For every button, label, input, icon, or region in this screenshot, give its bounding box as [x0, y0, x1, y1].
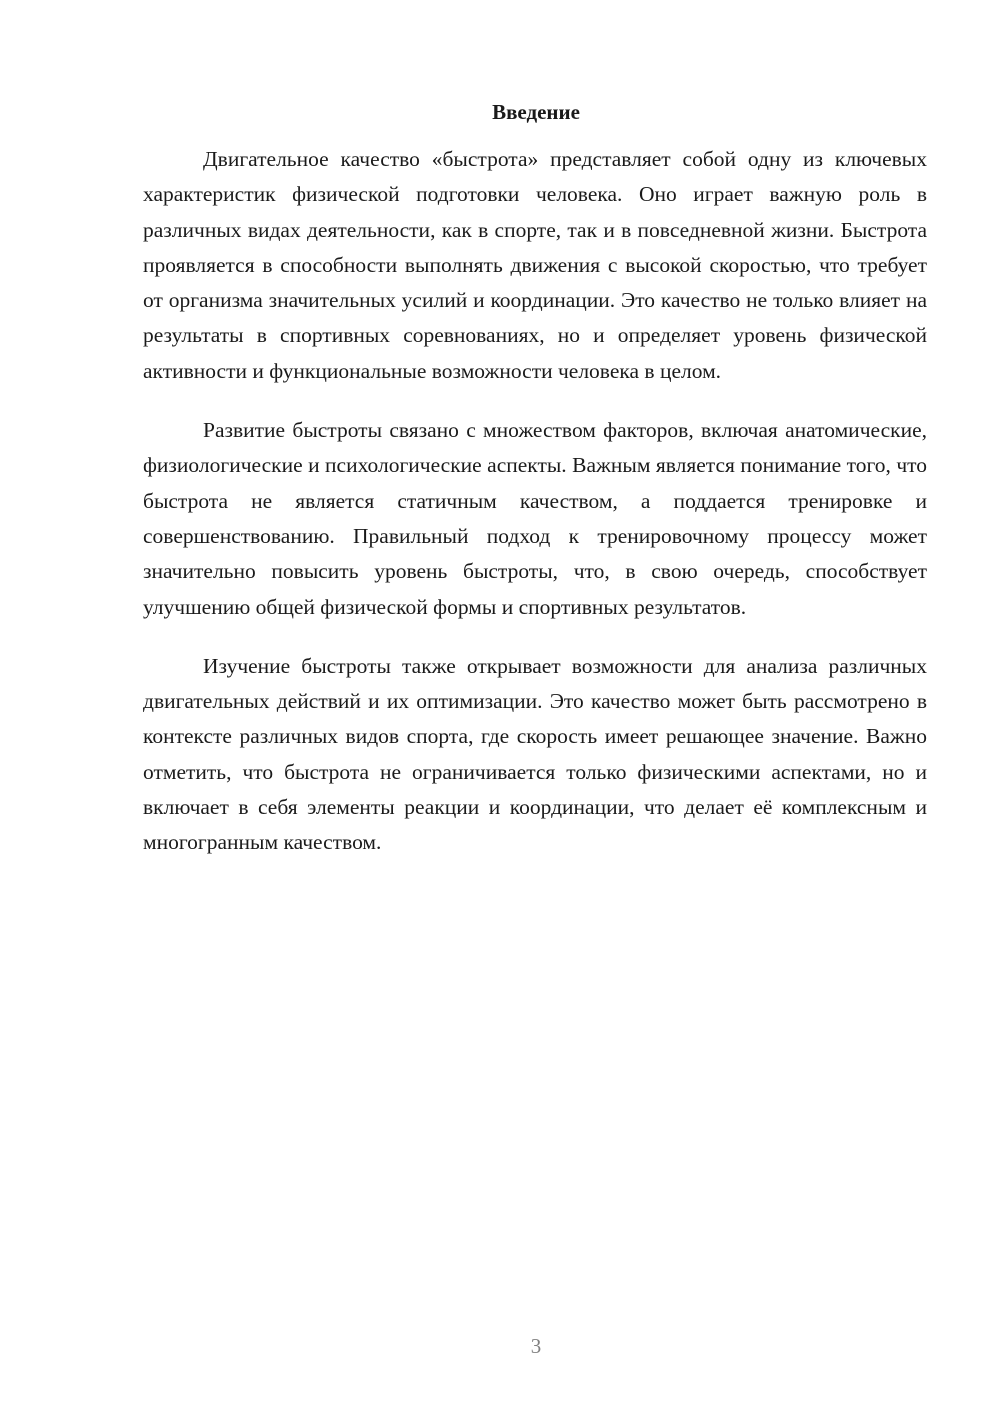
section-heading: Введение — [492, 100, 580, 124]
paragraph-3: Изучение быстроты также открывает возможности для анализа различных двигательных действий и их оптимизации. Это качество может быть рассмотрено в контексте различных видов спорта, где скорость имеет решающее значение. Важно отметить, что быстрота не ограничивается только физическими аспектами, но и включает в себя элементы реакции и координации, что делает её комплексным и многогранным качеством. — [143, 653, 927, 855]
body-text — [143, 142, 927, 885]
paragraph-2: Развитие быстроты связано с множеством факторов, включая анатомические, физиологические и психологические аспекты. Важным является понимание того, что быстрота не является статичным качеством, а поддается тренировке и совершенствованию. Правильный подход к тренировочному процессу может значительно повысить уровень быстроты, что, в свою очередь, способствует улучшению общей физической формы и спортивных результатов. — [143, 418, 927, 619]
page-number: 3 — [530, 1334, 542, 1358]
paragraph-1: Двигательное качество «быстрота» представляет собой одну из ключевых характеристик физической подготовки человека. Оно играет важную роль в различных видах деятельности, как в спорте, так и в повседневной жизни. Быстрота проявляется в способности выполнять движения с высокой скоростью, что требует от организма значительных усилий и координации. Это качество не только влияет на результаты в спортивных соревнованиях, но и определяет уровень физической активности и функциональные возможности человека в целом. — [143, 147, 927, 383]
